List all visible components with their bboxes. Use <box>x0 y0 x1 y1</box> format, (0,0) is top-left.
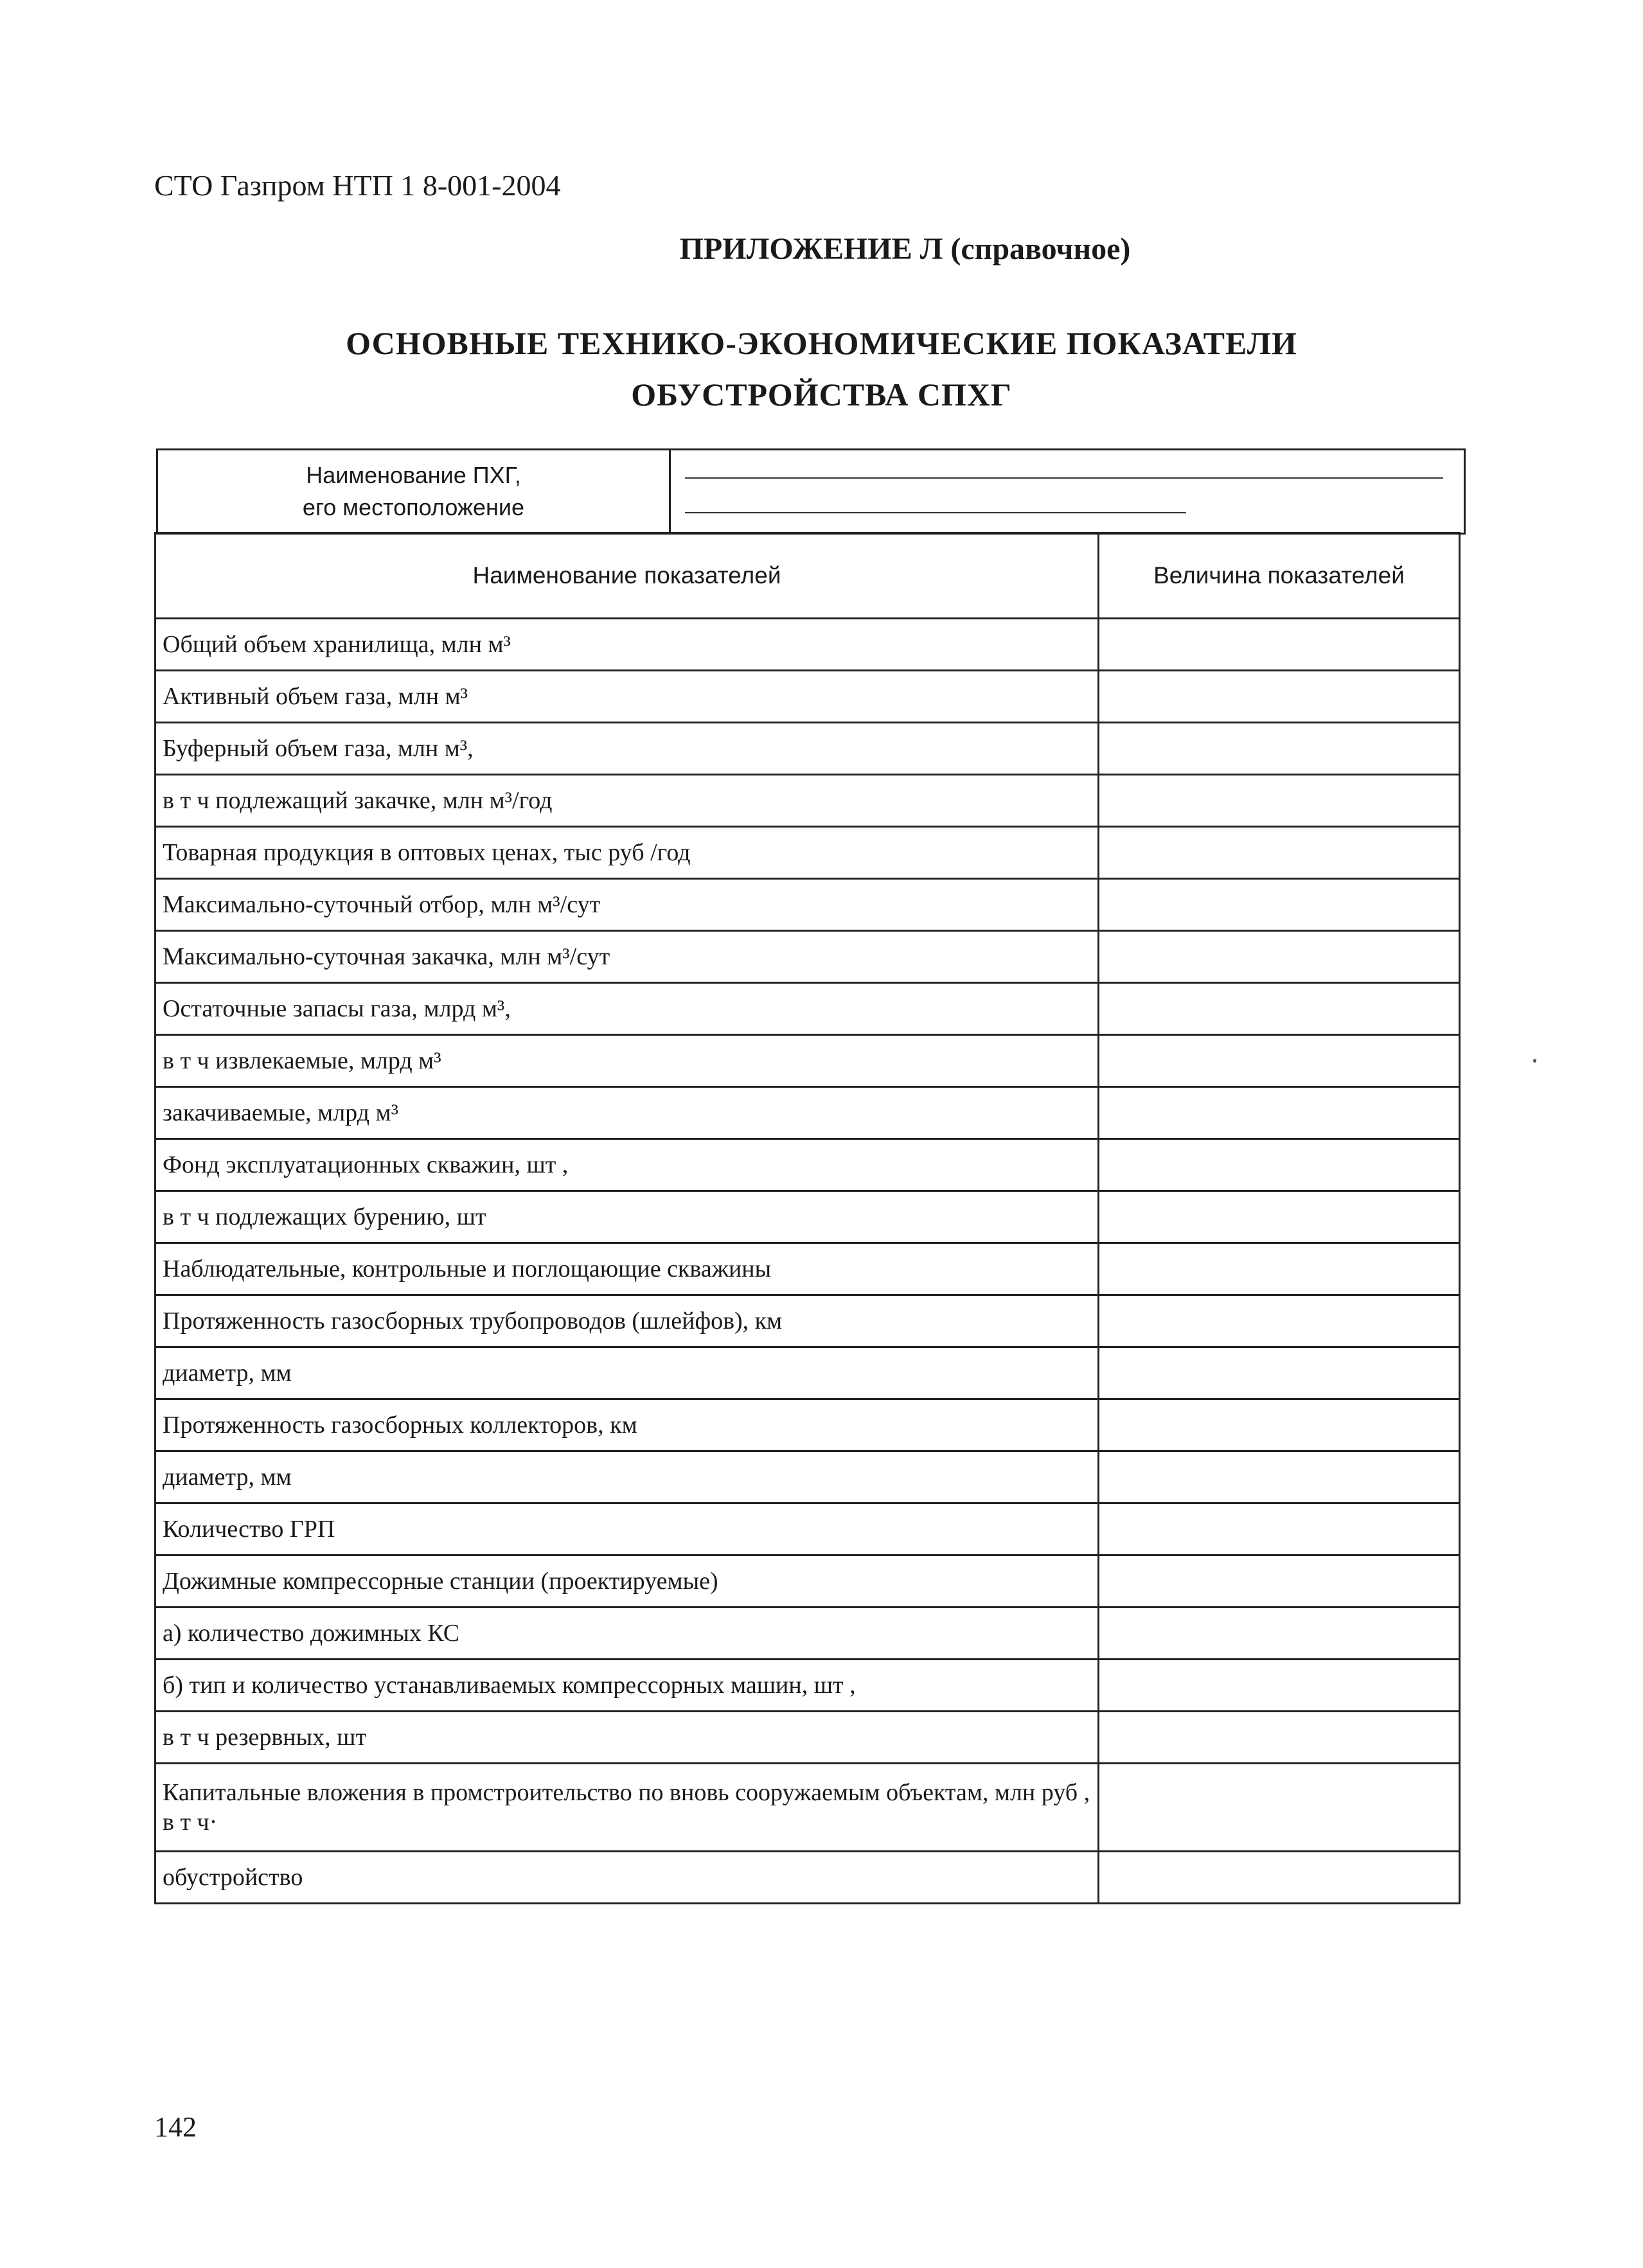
table-row <box>155 619 1460 671</box>
page-title-line-2: ОБУСТРОЙСТВА СПХГ <box>631 377 1012 412</box>
table-header-row <box>155 533 1460 619</box>
indicator-value-cell[interactable] <box>1099 1660 1460 1712</box>
table-row <box>155 1191 1460 1243</box>
page-number: 142 <box>154 2111 197 2143</box>
indicator-name-cell: диаметр, мм <box>155 1451 1099 1503</box>
table-row <box>155 931 1460 983</box>
table-row <box>155 1035 1460 1087</box>
table-row <box>155 879 1460 931</box>
table-row <box>155 1295 1460 1347</box>
indicator-value-cell[interactable] <box>1099 1608 1460 1660</box>
table-row <box>155 1243 1460 1295</box>
indicator-name-cell: Протяженность газосборных коллекторов, км <box>155 1399 1099 1451</box>
table-row <box>155 671 1460 723</box>
indicator-value-cell[interactable] <box>1099 775 1460 827</box>
indicator-name-cell: в т ч извлекаемые, млрд м³ <box>155 1035 1099 1087</box>
page-title-line-1: ОСНОВНЫЕ ТЕХНИКО-ЭКОНОМИЧЕСКИЕ ПОКАЗАТЕЛИ <box>346 325 1297 361</box>
indicator-value-cell[interactable] <box>1099 671 1460 723</box>
indicator-value-cell[interactable] <box>1099 1451 1460 1503</box>
indicator-value-cell[interactable] <box>1099 1555 1460 1608</box>
table-row <box>155 1764 1460 1852</box>
indicator-value-cell[interactable] <box>1099 827 1460 879</box>
table-row <box>155 1555 1460 1608</box>
indicator-name-cell: Фонд эксплуатационных скважин, шт , <box>155 1139 1099 1191</box>
indicator-name-cell: Товарная продукция в оптовых ценах, тыс руб /год <box>155 827 1099 879</box>
indicator-name-cell: в т ч подлежащих бурению, шт <box>155 1191 1099 1243</box>
indicator-name-cell: Наблюдательные, контрольные и поглощающие скважины <box>155 1243 1099 1295</box>
storage-name-label-line-2: его местоположение <box>302 494 525 520</box>
indicator-value-cell[interactable] <box>1099 1139 1460 1191</box>
indicator-value-cell[interactable] <box>1099 619 1460 671</box>
table-row <box>155 827 1460 879</box>
storage-name-box <box>156 448 1466 535</box>
indicator-name-cell: Количество ГРП <box>155 1503 1099 1555</box>
indicator-name-cell: Капитальные вложения в промстроительство по вновь сооружаемым объектам, млн руб , в т ч· <box>155 1764 1099 1852</box>
indicator-name-header: Наименование показателей <box>155 533 1099 619</box>
storage-name-label-line-1: Наименование ПХГ, <box>306 462 521 488</box>
indicator-value-cell[interactable] <box>1099 1712 1460 1764</box>
indicator-value-cell[interactable] <box>1099 1347 1460 1399</box>
table-row <box>155 1852 1460 1904</box>
indicator-name-cell: а) количество дожимных КС <box>155 1608 1099 1660</box>
fill-in-line-2[interactable] <box>685 512 1186 513</box>
indicator-name-cell: в т ч резервных, шт <box>155 1712 1099 1764</box>
indicator-name-cell: Активный объем газа, млн м³ <box>155 671 1099 723</box>
table-row <box>155 1399 1460 1451</box>
indicator-name-cell: диаметр, мм <box>155 1347 1099 1399</box>
table-row <box>155 983 1460 1035</box>
scan-speck <box>1533 1059 1536 1063</box>
indicator-name-cell: Буферный объем газа, млн м³, <box>155 723 1099 775</box>
table-row <box>155 1503 1460 1555</box>
appendix-heading: ПРИЛОЖЕНИЕ Л (справочное) <box>679 232 1131 266</box>
table-row <box>155 723 1460 775</box>
table-row <box>155 1712 1460 1764</box>
indicator-name-cell: Общий объем хранилища, млн м³ <box>155 619 1099 671</box>
fill-in-line-1[interactable] <box>685 477 1443 479</box>
indicator-name-cell: Дожимные компрессорные станции (проектируемые) <box>155 1555 1099 1608</box>
table-row <box>155 1087 1460 1139</box>
indicator-value-cell[interactable] <box>1099 1764 1460 1852</box>
indicator-name-cell: Остаточные запасы газа, млрд м³, <box>155 983 1099 1035</box>
indicator-value-cell[interactable] <box>1099 1503 1460 1555</box>
table-row <box>155 775 1460 827</box>
storage-name-label <box>158 450 671 533</box>
indicator-name-cell: закачиваемые, млрд м³ <box>155 1087 1099 1139</box>
indicator-value-cell[interactable] <box>1099 1035 1460 1087</box>
indicator-value-cell[interactable] <box>1099 723 1460 775</box>
indicator-value-cell[interactable] <box>1099 1191 1460 1243</box>
table-row <box>155 1660 1460 1712</box>
indicator-value-cell[interactable] <box>1099 879 1460 931</box>
indicator-name-cell: б) тип и количество устанавливаемых компрессорных машин, шт , <box>155 1660 1099 1712</box>
table-row <box>155 1139 1460 1191</box>
indicator-value-cell[interactable] <box>1099 1295 1460 1347</box>
indicator-value-header: Величина показателей <box>1099 533 1460 619</box>
table-body <box>155 619 1460 1904</box>
indicator-name-cell: обустройство <box>155 1852 1099 1904</box>
table-row <box>155 1608 1460 1660</box>
indicator-value-cell[interactable] <box>1099 931 1460 983</box>
indicator-name-cell: в т ч подлежащий закачке, млн м³/год <box>155 775 1099 827</box>
indicator-value-cell[interactable] <box>1099 1399 1460 1451</box>
indicator-value-cell[interactable] <box>1099 1087 1460 1139</box>
table-row <box>155 1347 1460 1399</box>
indicator-name-cell: Протяженность газосборных трубопроводов (шлейфов), км <box>155 1295 1099 1347</box>
indicators-table <box>154 532 1461 1904</box>
table-row <box>155 1451 1460 1503</box>
indicator-value-cell[interactable] <box>1099 983 1460 1035</box>
indicator-name-cell: Максимально-суточная закачка, млн м³/сут <box>155 931 1099 983</box>
indicator-value-cell[interactable] <box>1099 1852 1460 1904</box>
indicator-name-cell: Максимально-суточный отбор, млн м³/сут <box>155 879 1099 931</box>
document-code: СТО Газпром НТП 1 8-001-2004 <box>154 169 561 202</box>
indicator-value-cell[interactable] <box>1099 1243 1460 1295</box>
